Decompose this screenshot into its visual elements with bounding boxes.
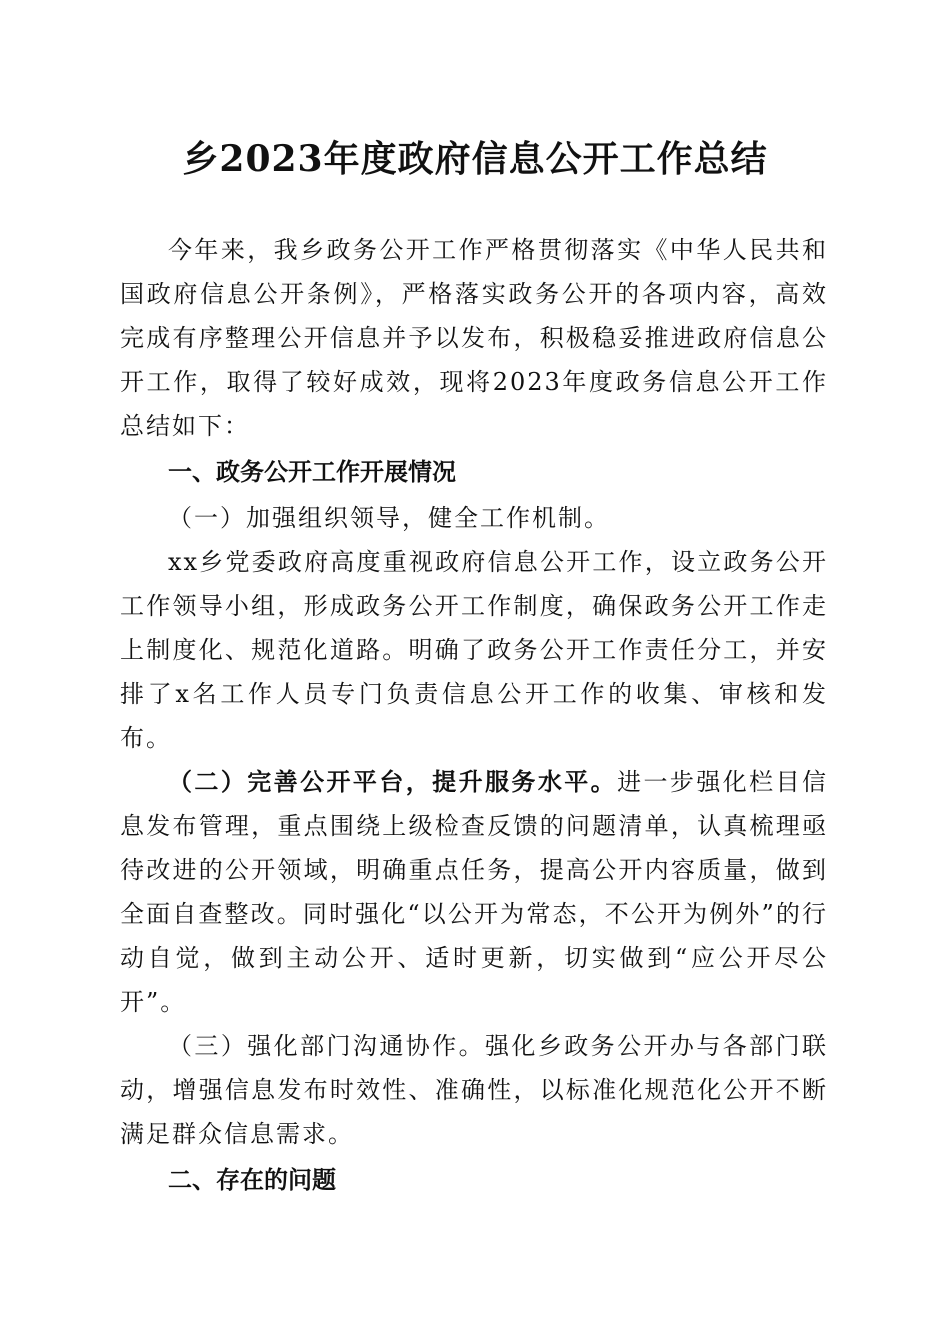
intro-paragraph: 今年来，我乡政务公开工作严格贯彻落实《中华人民共和国政府信息公开条例》，严格落实政务公开的各项内容，高效完成有序整理公开信息并予以发布，积极稳妥推进政府信息公开工作，取得了较好成效，现将2023年度政务信息公开工作总结如下： (120, 236, 828, 440)
subsection-1-paragraph: xx乡党委政府高度重视政府信息公开工作，设立政务公开工作领导小组，形成政务公开工作制度，确保政务公开工作走上制度化、规范化道路。明确了政务公开工作责任分工，并安排了x名工作人员专门负责信息公开工作的收集、审核和发布。 (120, 548, 828, 752)
document-title: 乡2023年度政府信息公开工作总结 (182, 138, 768, 180)
subsection-2-paragraph (120, 760, 828, 1024)
subsection-2-heading: （二）完善公开平台，提升服务水平。 (168, 767, 618, 796)
subsection-3-text: 强化乡政务公开办与各部门联动，增强信息发布时效性、准确性，以标准化规范化公开不断满足群众信息需求。 (120, 1032, 828, 1148)
subsection-3-paragraph (120, 1024, 828, 1156)
section-2-heading: 二、存在的问题 (168, 1166, 336, 1194)
section-1-heading: 一、政务公开工作开展情况 (168, 458, 456, 486)
document-body (120, 228, 828, 1204)
subsection-3-heading: （三）强化部门沟通协作。 (168, 1032, 485, 1060)
subsection-2-text: 进一步强化栏目信息发布管理，重点围绕上级检查反馈的问题清单，认真梳理亟待改进的公开领域，明确重点任务，提高公开内容质量，做到全面自查整改。同时强化“以公开为常态，不公开为例外”的行动自觉，做到主动公开、适时更新，切实做到“应公开尽公开”。 (120, 768, 829, 1016)
subsection-1-heading: （一）加强组织领导，健全工作机制。 (168, 504, 610, 532)
